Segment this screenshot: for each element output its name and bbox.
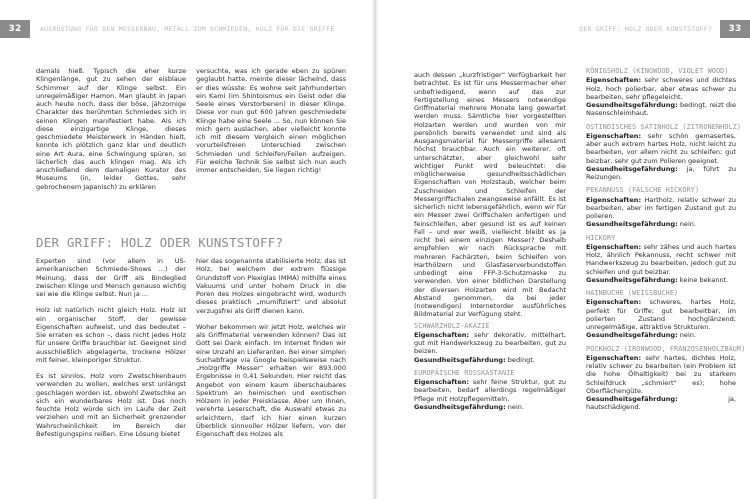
- hazard-text: bedingt, reizt die Nasenschleimhaut.: [586, 101, 736, 118]
- wood-title: HICKORY: [586, 233, 616, 242]
- wood-entry: [414, 369, 566, 411]
- wood-title: KÖNIGSHOLZ (KINGWOOD, VIOLET WOOD): [586, 67, 729, 75]
- hazard-label: Gesundheitsgefährdung:: [586, 331, 678, 340]
- wood-entry: [586, 67, 736, 118]
- properties-label: Eigenschaften:: [586, 353, 642, 362]
- properties-label: Eigenschaften:: [586, 195, 642, 204]
- left-col1-top: [36, 67, 186, 199]
- left-col2-top: [196, 67, 346, 182]
- properties-text: sehr dekorativ, mittelhart, gut mit Handwerkszeug zu bearbeiten, gut zu beizen.: [414, 330, 566, 356]
- properties-text: Hartholz, relativ schwer zu bearbeiten, aber im fertigen Zustand gut zu polieren.: [586, 195, 736, 220]
- hazard-label: Gesundheitsgefährdung:: [586, 395, 678, 403]
- hazard-label: Gesundheitsgefährdung:: [414, 402, 506, 411]
- hazard-label: Gesundheitsgefährdung:: [586, 101, 678, 109]
- wood-entry: [414, 322, 566, 364]
- properties-label: Eigenschaften:: [586, 131, 642, 140]
- hazard-text: nein.: [679, 331, 697, 340]
- properties-text: schweres, hartes Holz, perfekt für Griffe; gut bearbeitbar, im polierten Zustand hochglänzend; unregelmäßige, attraktive Strukturen.: [586, 298, 736, 331]
- right-col2: [586, 67, 746, 417]
- hazard-text: keine bekannt.: [679, 275, 729, 284]
- left-header-title: AUSRÜSTUNG FÜR DEN MESSERBAU, METALL ZUM SCHMIEDEN, HOLZ FÜR DIE GRIFFE: [40, 25, 335, 33]
- properties-label: Eigenschaften:: [414, 330, 470, 339]
- properties-label: Eigenschaften:: [586, 76, 642, 85]
- left-running-header: [0, 20, 372, 38]
- wood-properties: [586, 354, 736, 395]
- properties-text: sehr zähes und auch hartes Holz, ähnlich Pekannuss, recht schwer mit Handwerkszeug zu bearbeiten, jedoch gut zu schleifen und gut beizbar.: [586, 242, 736, 276]
- wood-title: OSTINDISCHES SATINHOLZ (ZITRONENHOLZ): [586, 122, 742, 131]
- wood-properties: [586, 76, 736, 101]
- right-header-title: DER GRIFF: HOLZ ODER KUNSTSTOFF?: [579, 25, 712, 33]
- paragraph: auch dessen „kurzfristiger“ Verfügbarkeit her betrachtet. Es ist für uns Messermacher eher unbefriedigend, wenn auf das zur Fertigstellung eines Messers notwendige Griffmaterial mehrere Monate lang gewartet werden muss. Sämtliche hier vorgestellten Holzarten werden und wurden von mir persönlich bereits verwendet und sind als Ausgangsmaterial für Messergriffe allesamt höchst brauchbar. Auch ein weiterer, oft unterschätzter, aber gleichwohl sehr wichtiger Punkt wird beleuchtet: die möglicherweise gesundheitsschädlichen Eigenschaften von Holzstaub, welcher beim Zuschneiden und Schleifen der Messergriffschalen zwangsweise anfällt. Es ist sicherlich nicht lebensgefährlich, wenn wir für ein Messer zwei Griffschalen anfertigen und feinschleifen, aber gesund ist es auf keinen Fall – und wer weiß, vielleicht bleibt es ja nicht bei einem einzigen Messer? Deshalb empfehlen wir nach Rücksprache mit mehreren Fachärzten, beim Schleifen von Harthölzern und Glasfaserverbundstoffen unbedingt eine FFP-3-Schutzmaske zu verwenden. Von einer bildlichen Darstellung der diversen Holzarten wird mit Bedacht Abstand genommen, da bei jeder (notwendigen) Internetorder ausführliches Bildmaterial zur Verfügung steht.: [414, 71, 566, 319]
- wood-properties: [586, 298, 736, 331]
- properties-label: Eigenschaften:: [414, 378, 470, 386]
- wood-hazard: [586, 331, 736, 339]
- hazard-text: nein.: [507, 402, 525, 411]
- wood-title: PEKANNUSS (FALSCHE HICKORY): [586, 186, 700, 195]
- wood-title: SCHWARZHOLZ-AKAZIE: [414, 321, 490, 330]
- properties-text: sehr schweres und dichtes Holz, hoch polierbar, aber etwas schwer zu bearbeiten, sehr pflegeleicht.: [586, 76, 736, 101]
- section-heading: DER GRIFF: HOLZ ODER KUNSTSTOFF?: [36, 235, 284, 250]
- wood-properties: [414, 331, 566, 356]
- wood-entry: [586, 344, 746, 412]
- wood-properties: [586, 196, 736, 221]
- wood-hazard: [414, 403, 566, 411]
- left-page-number: 32: [0, 20, 30, 38]
- wood-entry: [586, 234, 736, 285]
- wood-entry: [586, 122, 742, 182]
- wood-hazard: [586, 101, 736, 118]
- wood-hazard: [414, 356, 566, 364]
- wood-hazard: [586, 395, 736, 412]
- right-page-number: 33: [720, 20, 750, 38]
- wood-entry: [586, 289, 736, 340]
- paragraph: Woher bekommen wir jetzt Holz, welches wir als Griffmaterial verwenden können? Das ist Gott sei Dank einfach. Im Internet finden wir eine Unzahl an Lieferanten. Bei einer simplen Suchabfrage via Google beispielsweise nach „Holzgriffe Messer“ erhalten wir 893.000 Ergebnisse in 0,41 Sekunden. Hier reicht das Angebot von einem kaum überschaubares Spektrum an heimischen und exotischen Hölzern in jeder Preisklasse. Aber um Ihnen, verehrte Leserschaft, die Auswahl etwas zu erleichtern, darf ich hier einen kurzen Überblick sinnvoller Hölzer liefern, von der Eigenschaft des Holzes als: [196, 322, 346, 438]
- wood-hazard: [586, 276, 736, 284]
- wood-title: HAINBUCHE (WEISSBUCHE): [586, 289, 679, 297]
- hazard-text: nein.: [679, 220, 697, 229]
- right-col1: [414, 71, 566, 416]
- wood-properties: [586, 132, 736, 165]
- wood-hazard: [586, 220, 736, 228]
- properties-text: sehr hartes, dichtes Holz, relativ schwer zu bearbeiten (ein Problem ist die hohe Ölhaltigkeit) bei zu starkem Schleifdruck „schmiert“ es); hohe Oberflächengüte.: [586, 353, 736, 395]
- hazard-label: Gesundheitsgefährdung:: [586, 220, 678, 229]
- paragraph: Es ist sinnlos, Holz vom Zwetschkenbaum verwenden zu wollen, welches erst unlängst geschlagen worden ist, obwohl Zwetschke an sich ein wunderbares Holz ist. Das noch feuchte Holz würde sich im Laufe der Zeit verziehen und mit an Sicherheit grenzender Wahrscheinlichkeit im Bereich der Befestigungspins reißen. Eine Lösung bietet: [36, 372, 186, 438]
- paragraph: damals hieß. Typisch die eher kurze Klingenlänge, gut zu sehen der eisblaue Schimmer auf der Klinge selbst. Ein unregelmäßiger Hamon. Man glaubt in Japan auch heute noch, dass der böse, jähzornige Charakter des berühmten Schmiedes sich in seinen Klingen manifestiert habe. Als ich diese einzigartige Klinge, dieses geschmiedete Meisterwerk in Händen hielt, konnte ich plötzlich ganz klar und deutlich eine Art Aura, eine Schwingung spüren, so lächerlich das auch klingen mag. Als ich anschließend dem damaligen Kurator des Museums (in, leider Gottes, sehr gebrochenem Japanisch) zu erklären: [36, 67, 186, 191]
- right-running-header: [378, 20, 750, 38]
- wood-title: POCKHOLZ (IRONWOOD, FRANZOSENHOLZBAUM): [586, 344, 746, 353]
- paragraph: Experten sind (vor allem in US-amerikanischen Schmiede-Shows ...) der Meinung, dass der Griff als Bindeglied zwischen Klinge und Mensch genauso wichtig sei wie die Klinge selbst. Nun ja ...: [36, 257, 186, 298]
- properties-label: Eigenschaften:: [586, 298, 642, 307]
- wood-title: EUROPÄISCHE ROSSKASTANIE: [414, 368, 515, 377]
- properties-text: sehr schön gemasertes, aber auch extrem hartes Holz, nicht leicht zu bearbeiten, vor allem nicht zu schleifen; gut beizbar, sehr gut zum Polieren geeignet.: [586, 131, 736, 165]
- left-col1-bottom: [36, 257, 186, 446]
- properties-text: sehr feine Struktur, gut zu bearbeiten, bedarf allerdings regelmäßiger Pflege mit Holzpflegemitteln.: [414, 378, 566, 403]
- paragraph: versuchte, was ich gerade eben zu spüren geglaubt hatte, meinte dieser lächelnd, dass er dies wüsste: Es wohne seit Jahrhunderten ein Kami (im Shintoismus ein Geist oder die Seele eines Verstorbenen) in dieser Klinge. Diese vor nun gut 600 Jahren geschmiedete Klinge habe eine Seele ... So, nun können Sie mich gern auslachen, aber vielleicht konnte ich mit diesem Vergleich einen möglichen vorurteilsfreien Unterschied zwischen Schmieden und Schleifen/Feilen aufzeigen. Für welche Technik Sie selbst sich nun auch immer entscheiden, Sie liegen richtig!: [196, 67, 346, 174]
- hazard-text: ja, hautschädigend.: [586, 395, 736, 412]
- wood-properties: [586, 243, 736, 276]
- right-page: [378, 0, 750, 499]
- hazard-label: Gesundheitsgefährdung:: [586, 275, 678, 284]
- wood-hazard: [586, 165, 736, 182]
- wood-properties: [414, 378, 566, 403]
- paragraph: hier das sogenannte stabilisierte Holz; das ist Holz, bei welchem der extrem flüssige Grundstoff von Plexiglas (MMA) mithilfe eines Vakuums und unter hohem Druck in die Poren des Holzes eingebracht wird, wodurch dieses praktisch „mumifiziert“ und absolut verzugsfrei als Griff dienen kann.: [196, 257, 346, 315]
- hazard-text: ja, führt zu Reizungen.: [586, 164, 736, 181]
- hazard-label: Gesundheitsgefährdung:: [586, 164, 678, 173]
- hazard-text: bedingt.: [507, 355, 535, 364]
- wood-entry: [586, 186, 736, 228]
- properties-label: Eigenschaften:: [586, 242, 642, 251]
- hazard-label: Gesundheitsgefährdung:: [414, 355, 506, 364]
- left-col2-bottom: [196, 257, 346, 446]
- left-page: [0, 0, 372, 499]
- paragraph: Holz ist natürlich nicht gleich Holz. Holz ist ein organischer Stoff, der gewisse Eigenschaften aufweist, und das bedeutet – Sie erraten es schon –, dass nicht jedes Holz für unsere Griffe brauchbar ist. Geeignet sind ausschließlich abgelagerte, trockene Hölzer mit feiner, kleinporiger Struktur.: [36, 306, 186, 364]
